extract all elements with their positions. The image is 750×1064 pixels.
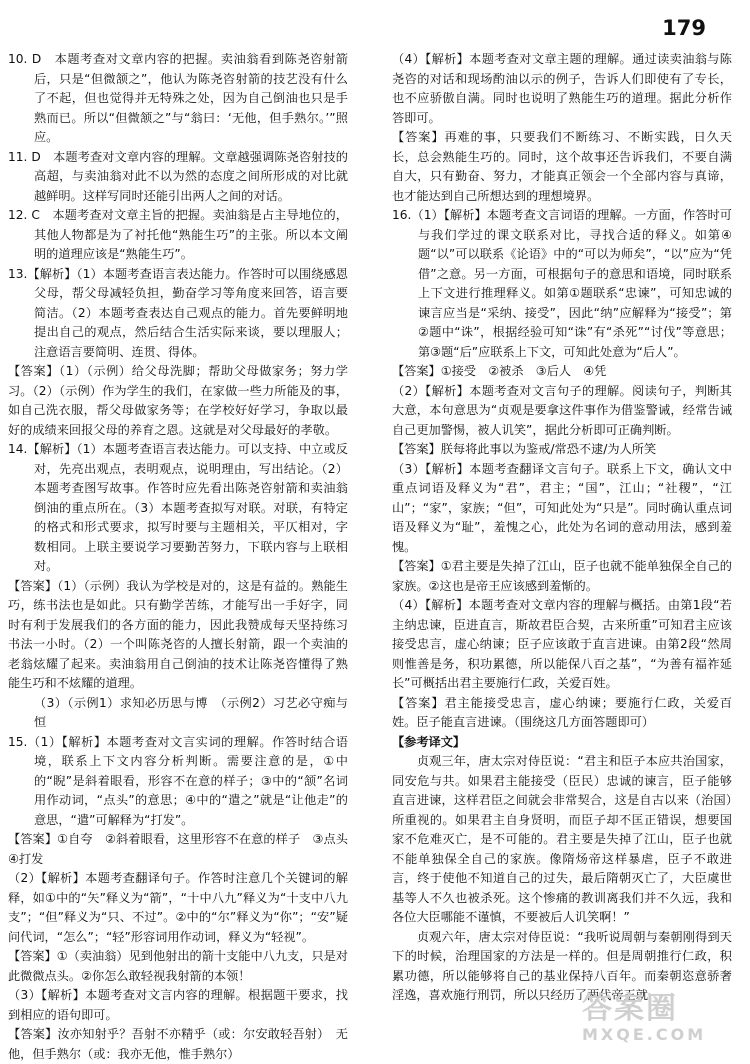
answer-q15-2: 【答案】①（卖油翁）见到他射出的箭十支能中八九支，只是对此微微点头。②你怎么敢轻视我射箭的本领！ [8, 949, 348, 983]
analysis-q15-2: （2）【解析】本题考查翻译句子。作答时注意几个关键词的解释，如①中的“矢”释义为“箭”，“十中八九”释义为“十支中八九支”；“但”释义为“只、不过”。②中的“尔”释义为“你”；“安”疑问代词，“怎么”；“轻”形容词用作动词，释义为“轻视”。 [8, 871, 348, 944]
analysis-q14: 14.【解析】（1）本题考查语言表达能力。可以支持、中立或反对，先亮出观点，表明观点，说明理由，写出结论。（2）本题考查图写故事。作答时应先看出陈尧咨射箭和卖油翁倒油的重点所在。（3）本题考查拟写对联。对联，有特定的格式和形式要求，拟写时要与主题相关，平仄相对，字数相同。上联主要说学习要勤苦努力，下联内容与上联相对。 [8, 442, 348, 573]
translation-heading: 【参考译文】 [392, 734, 466, 749]
answer-q16-4: 【答案】君主能接受忠言，虚心纳谏；要施行仁政，关爱百姓。臣子能直言进谏。（围绕这几方面答题即可） [392, 695, 732, 729]
answer-q16-3: 【答案】①君主要是失掉了江山，臣子也就不能单独保全自己的家族。②这也是帝王应该感到羞惭的。 [392, 559, 732, 593]
answer-q15-1: 【答案】①自夸 ②斜着眼看，这里形容不在意的样子 ③点头 ④打发 [8, 832, 361, 866]
analysis-q16-4: （4）【解析】本题考查对文章内容的理解与概括。由第1段“若主纳忠谏，臣进直言，斯故君臣合契，古来所重”可知君主应该接受忠言，虚心纳谏；臣子应该敢于直言进谏。由第2段“然周则惟善是务，积功累德，所以能保八百之基”，“为善有福祚延长”可概括出君主要施行仁政，关爱百姓。 [392, 598, 732, 690]
answer-q10: 10. D 本题考查对文章内容的把握。卖油翁看到陈尧咨射箭后，只是“但微颔之”，他认为陈尧咨射箭的技艺没有什么了不起，但也觉得并无特殊之处，因为自己倒油也只是手熟而已。所以“但微颔之”与“翁曰：‘无他，但手熟尔。’”照应。 [8, 52, 348, 144]
answer-q14-3: （3）（示例1）求知必历思与博 （示例2）习艺必守痴与恒 [34, 695, 348, 729]
page-number: 179 [662, 16, 706, 40]
answer-q14: 【答案】（1）（示例）我认为学校是对的，这是有益的。熟能生巧，练书法也是如此。只有勤学苦练，才能写出一手好字，同时有利于发展我们的各方面的能力，因此我赞成每天坚持练习书法一小时。（2）一个叫陈尧咨的人擅长射箭，跟一个卖油的老翁炫耀了起来。卖油翁用自己倒油的技术让陈尧咨懂得了熟能生巧和不炫耀的道理。 [8, 578, 348, 690]
left-column [8, 50, 361, 1064]
translation-paragraph-2: 贞观六年，唐太宗对侍臣说：“我听说周朝与秦朝刚得到天下的时候，治理国家的方法是一样的。但是周朝推行仁政，积累功德，所以能够将自己的基业保持八百年。而秦朝恣意骄奢淫逸，喜欢施行刑罚，所以只经历了两代帝王就 [392, 929, 732, 1002]
watermark-text: 答案圈 [582, 991, 678, 1026]
answer-q15-3: 【答案】汝亦知射乎？吾射不亦精乎（或：尔安敢轻吾射） 无他，但手熟尔（或：我亦无他，惟手熟尔） [8, 1027, 348, 1061]
analysis-q16-1: 16.（1）【解析】本题考查文言词语的理解。一方面，作答时可与我们学过的课文联系对比，寻找合适的释义。如第④题“以”可以联系《论语》中的“可以为师矣”，“以”应为“凭借”之意。另一方面，可根据句子的意思和语境，同时联系上下文进行推理释义。如第①题联系“忠谏”，可知忠诚的谏言应当是“采纳、接受”，因此“纳”应解释为“接受”；第②题中“诛”，根据经验可知“诛”有“杀死”“讨伐”等意思；第③题“后”应联系上下文，可知此处意为“后人”。 [392, 208, 732, 359]
answer-q16-1: 【答案】①接受 ②被杀 ③后人 ④凭 [392, 364, 607, 378]
watermark-url: MXQE.COM [582, 1025, 707, 1044]
answer-q13: 【答案】（1）（示例）给父母洗脚；帮助父母做家务；努力学习。（2）（示例）作为学生的我们，在家做一些力所能及的事，如自己洗衣服，帮父母做家务等；在学校好好学习，争取以最好的成绩来回报父母的养育之恩。这就是对父母最好的孝敬。 [8, 364, 348, 437]
right-column [392, 50, 732, 1006]
translation-paragraph-1: 贞观三年，唐太宗对侍臣说：“君主和臣子本应共治国家，同安危与共。如果君主能接受（臣民）忠诚的谏言，臣子能够直言进谏，这样君臣之间就会非常契合，这是自古以来（治国）所重视的。如果君主自身贤明，而臣子却不匡正错误，想要国家不危难灭亡，是不可能的。君主要是失掉了江山，臣子也就不能单独保全自己的家族。像隋炀帝这样暴虐，臣子不敢进言，终于使他不知道自己的过失，最后隋朝灭亡了，大臣虞世基等人不久也被杀死。这个惨痛的教训离我们并不久远，我和各位大臣哪能不谨慎，不要被后人讥笑啊！” [392, 754, 732, 924]
analysis-q15-3: （3）【解析】本题考查对文言内容的理解。根据题干要求，找到相应的语句即可。 [8, 988, 348, 1022]
answer-q11: 11. D 本题考查对文章内容的理解。文章越强调陈尧咨射技的高超，与卖油翁对此不以为然的态度之间所形成的对比就越鲜明。这样写同时还能引出两人之间的对话。 [8, 149, 348, 203]
answer-q12: 12. C 本题考查对文章主旨的把握。卖油翁是占主导地位的，其他人物都是为了衬托他“熟能生巧”的主张。所以本文阐明的道理应该是“熟能生巧”。 [8, 208, 348, 261]
answer-q16-2: 【答案】朕每将此事以为鉴戒/常恐不逮/为人所笑 [392, 442, 657, 456]
answer-q15-4: 【答案】再难的事，只要我们不断练习、不断实践，日久天长，总会熟能生巧的。同时，这个故事还告诉我们，不要自满自大，只有勤奋、努力，才能真正领会一个全部内容与真谛，也才能达到自己所想达到的理想境界。 [392, 130, 732, 203]
watermark-logo [582, 993, 732, 1049]
analysis-q15-4: （4）【解析】本题考查对文章主题的理解。通过读卖油翁与陈尧咨的对话和现场酌油以示的例子，告诉人们即使有了专长，也不应骄傲自满。同时也说明了熟能生巧的道理。据此分析作答即可。 [392, 52, 732, 125]
analysis-q13: 13.【解析】（1）本题考查语言表达能力。作答时可以围绕感恩父母，帮父母减轻负担，勤奋学习等角度来回答，语言要简洁。（2）本题考查表达自己观点的能力。首先要鲜明地提出自己的观点，然后结合生活实际来谈，要以理服人；注意语言要简明、连贯、得体。 [8, 266, 348, 359]
analysis-q16-3: （3）【解析】本题考查翻译文言句子。联系上下文，确认文中重点词语及释义为“君”，君主；“国”，江山；“社稷”，“江山”；“家”，家族；“但”，可知此处为“只是”。同时确认重点词语及释义为“耻”，羞愧之心，此处为名词的意动用法，感到羞愧。 [392, 461, 732, 554]
analysis-q16-2: （2）【解析】本题考查对文言句子的理解。阅读句子，判断其大意，本句意思为“贞观是要拿这件事作为借鉴警诫，经常告诫自己更加警惕，被人讥笑”，据此分析即可正确判断。 [392, 383, 732, 437]
analysis-q15-1: 15.（1）【解析】本题考查对文言实词的理解。作答时结合语境，联系上下文内容分析判断。需要注意的是，①中的“睨”是斜着眼看，形容不在意的样子；③中的“颔”名词用作动词，“点头”的意思；④中的“遣之”就是“让他走”的意思，“遣”可解释为“打发”。 [8, 734, 348, 827]
